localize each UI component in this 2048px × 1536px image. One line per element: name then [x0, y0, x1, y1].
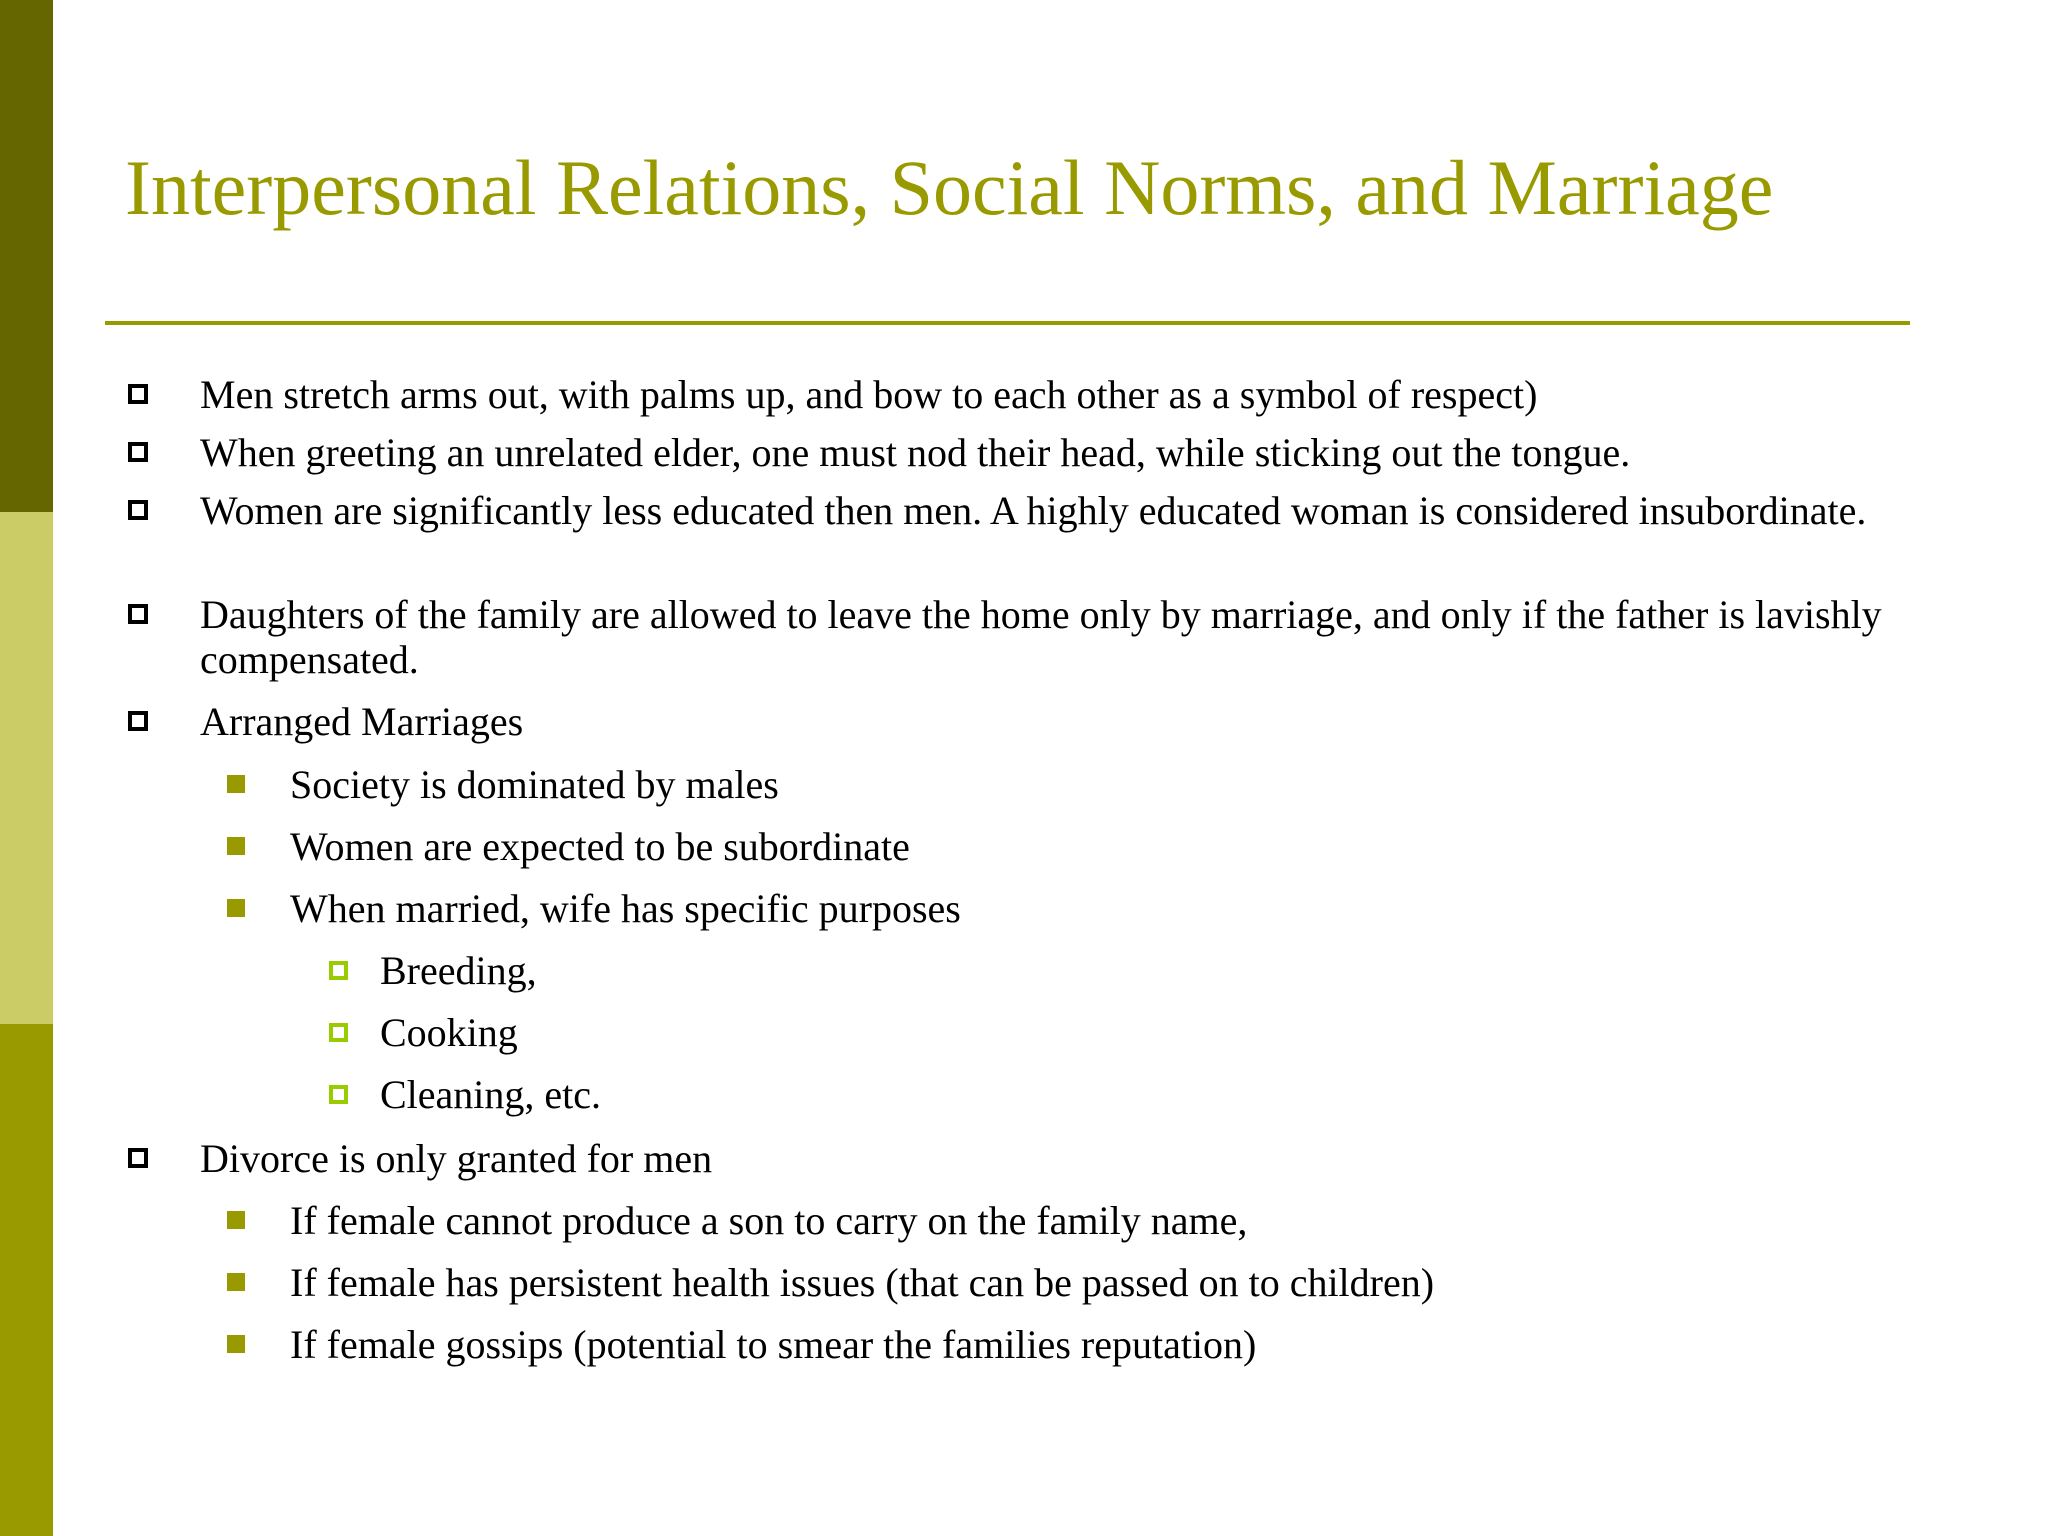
bullet-item [200, 488, 1900, 533]
sub-sub-bullet-text: Cleaning, etc. [380, 1072, 602, 1117]
sub-bullet-text: If female has persistent health issues (that can be passed on to children) [290, 1260, 1435, 1305]
bullet-text: Women are significantly less educated then men. A highly educated woman is considered insubordinate. [200, 488, 1867, 533]
bullet-text: Divorce is only granted for men [200, 1136, 713, 1181]
sidebar-band-bottom [0, 1024, 53, 1536]
sub-bullet-text: Women are expected to be subordinate [290, 824, 910, 869]
filled-square-bullet-icon [227, 1273, 245, 1291]
hollow-square-bullet-icon [329, 1023, 348, 1042]
bullet-item [200, 430, 1900, 475]
bullet-text: When greeting an unrelated elder, one must nod their head, while sticking out the tongue. [200, 430, 1631, 475]
hollow-square-bullet-icon [128, 711, 148, 731]
sidebar-band-top [0, 0, 53, 512]
sub-bullet-text: If female cannot produce a son to carry on the family name, [290, 1198, 1248, 1243]
sub-sub-bullet-item [380, 1010, 1880, 1055]
sub-bullet-item [290, 1198, 1890, 1243]
hollow-square-bullet-icon [128, 384, 148, 404]
bullet-item [200, 1136, 1900, 1181]
bullet-text: Men stretch arms out, with palms up, and bow to each other as a symbol of respect) [200, 372, 1538, 417]
bullet-text: Daughters of the family are allowed to leave the home only by marriage, and only if the father is lavishly compensated. [200, 592, 1882, 682]
sub-sub-bullet-item [380, 948, 1880, 993]
sub-bullet-text: If female gossips (potential to smear the families reputation) [290, 1322, 1257, 1367]
hollow-square-bullet-icon [128, 500, 148, 520]
title-divider [105, 321, 1910, 325]
bullet-text: Arranged Marriages [200, 699, 524, 744]
sub-sub-bullet-text: Breeding, [380, 948, 537, 993]
hollow-square-bullet-icon [128, 604, 148, 624]
bullet-item [200, 592, 1900, 682]
bullet-item [200, 372, 1900, 417]
sidebar-band-middle [0, 512, 53, 1024]
hollow-square-bullet-icon [128, 442, 148, 462]
sub-bullet-item [290, 824, 1890, 869]
sub-bullet-item [290, 886, 1890, 931]
sub-sub-bullet-item [380, 1072, 1880, 1117]
sub-bullet-item [290, 1322, 1890, 1367]
bullet-item [200, 699, 1900, 744]
filled-square-bullet-icon [227, 837, 245, 855]
filled-square-bullet-icon [227, 1335, 245, 1353]
sub-sub-bullet-text: Cooking [380, 1010, 518, 1055]
sub-bullet-text: When married, wife has specific purposes [290, 886, 961, 931]
sub-bullet-item [290, 1260, 1890, 1305]
filled-square-bullet-icon [227, 1211, 245, 1229]
sub-bullet-item [290, 762, 1890, 807]
filled-square-bullet-icon [227, 899, 245, 917]
hollow-square-bullet-icon [329, 1085, 348, 1104]
sub-bullet-text: Society is dominated by males [290, 762, 779, 807]
slide-title: Interpersonal Relations, Social Norms, and Marriage [125, 144, 1774, 231]
hollow-square-bullet-icon [329, 961, 348, 980]
hollow-square-bullet-icon [128, 1148, 148, 1168]
filled-square-bullet-icon [227, 775, 245, 793]
